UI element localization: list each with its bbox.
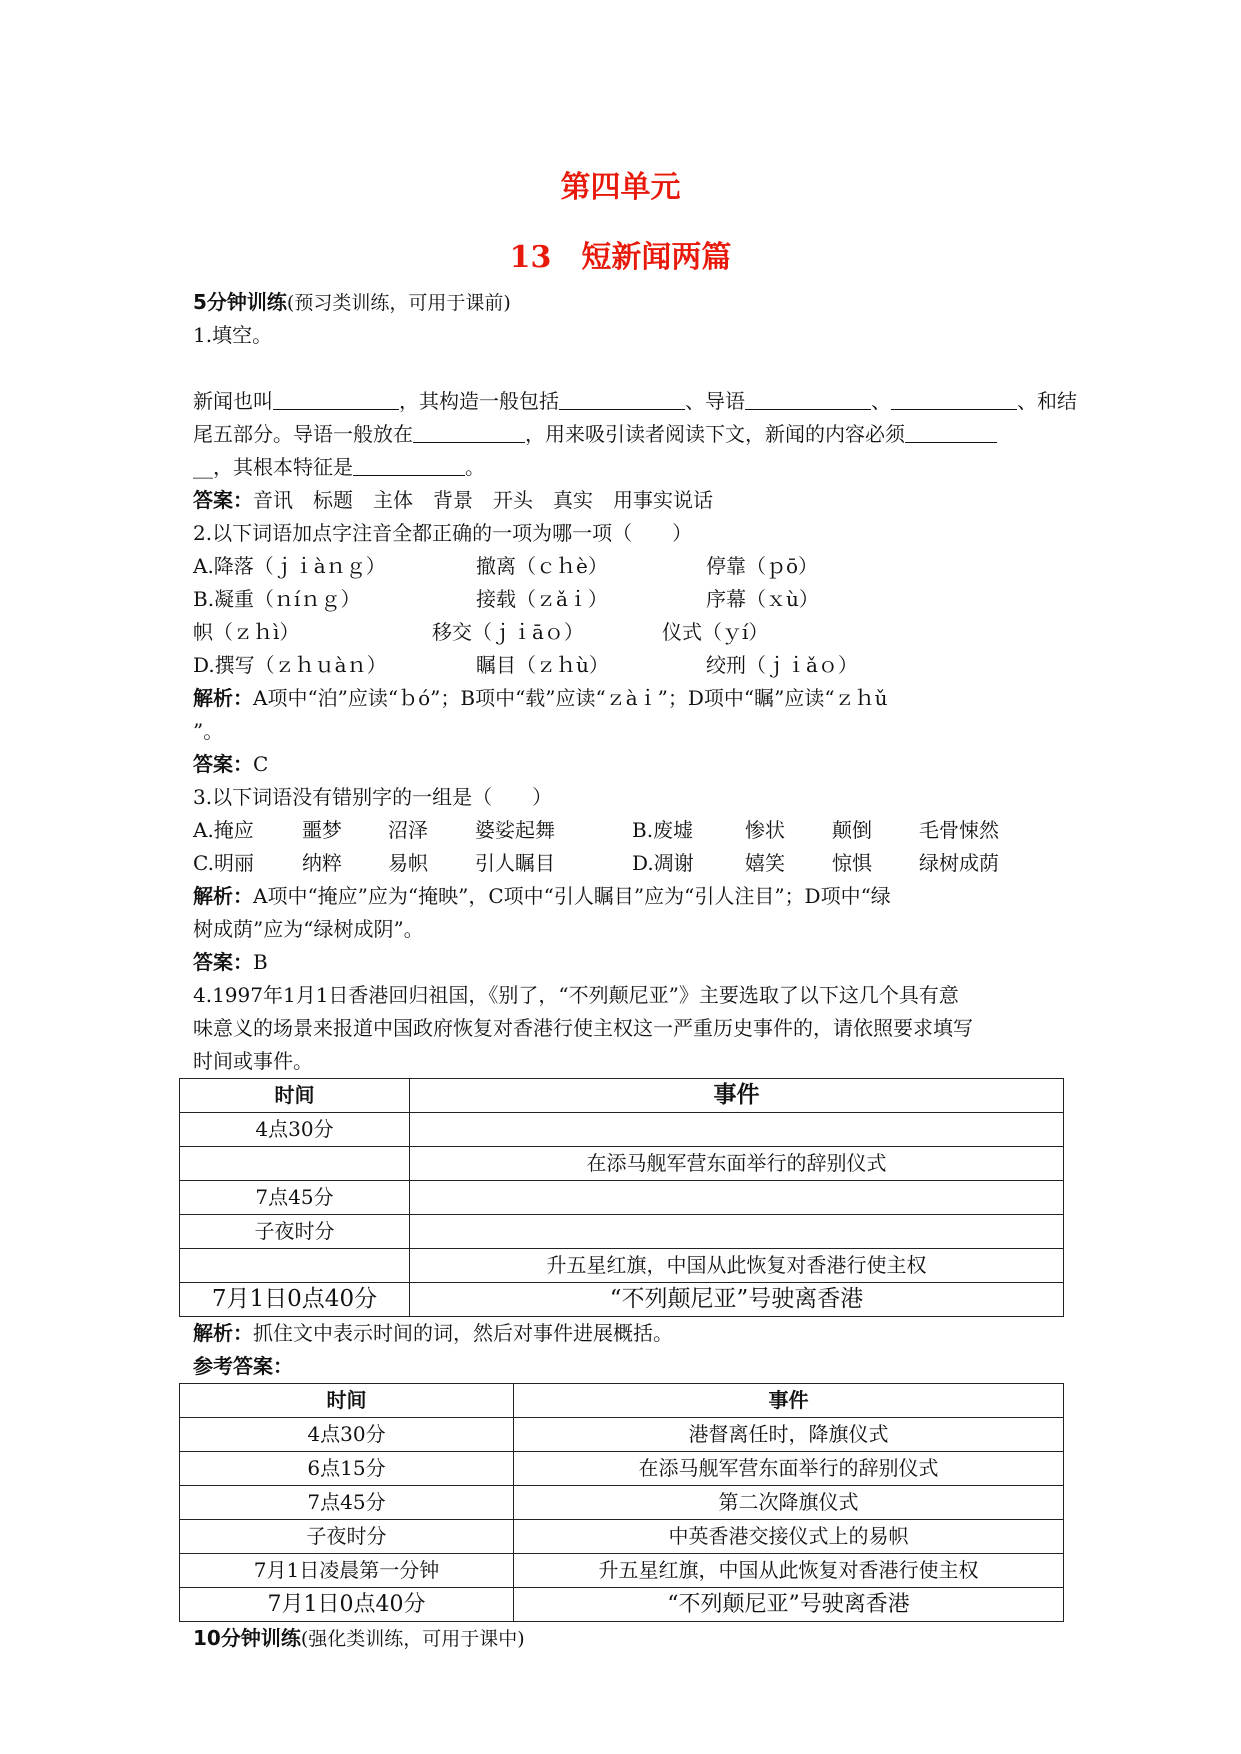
option-item: D.撰写（ｚｈｕàｎ）	[193, 653, 387, 677]
table-header-event: 事件	[514, 1384, 1064, 1418]
text: 尾五部分。导语一般放在	[193, 422, 413, 446]
table-cell: 7点45分	[180, 1181, 410, 1215]
question-2-analysis	[193, 682, 1063, 715]
table-cell: 第二次降旗仪式	[514, 1486, 1064, 1520]
answer-text: B	[253, 950, 268, 974]
table-cell-blank	[410, 1113, 1064, 1147]
question-3-analysis	[193, 880, 1063, 913]
word-item: 颠倒	[832, 818, 872, 842]
word-item: 惨状	[745, 818, 785, 842]
fill-blank	[891, 387, 1017, 410]
option-item: 瞩目（ｚｈù）	[476, 653, 609, 677]
table-cell: 中英香港交接仪式上的易帜	[514, 1520, 1064, 1554]
table-row	[180, 1520, 1064, 1554]
question-3-title: 3.以下词语没有错别字的一组是（ ）	[193, 785, 553, 809]
question-2-option-row	[193, 583, 1063, 616]
table-cell: 7月1日0点40分	[180, 1283, 410, 1317]
word-item: 沼泽	[388, 818, 428, 842]
table-cell: 7月1日0点40分	[180, 1588, 514, 1622]
question-2-option-row	[193, 550, 1063, 583]
word-item: A.掩应	[193, 818, 254, 842]
text: 、导语	[685, 389, 745, 413]
word-item: 毛骨悚然	[919, 818, 999, 842]
word-item: D.凋谢	[632, 851, 694, 875]
word-item: 易帜	[388, 851, 428, 875]
table-row	[180, 1588, 1064, 1622]
table-row	[180, 1554, 1064, 1588]
answer-label: 答案：	[193, 752, 253, 776]
timeline-table	[179, 1078, 1064, 1317]
option-item: 移交（ｊｉāｏ）	[432, 620, 584, 644]
table-header-time: 时间	[180, 1384, 514, 1418]
question-4-ref-label	[193, 1350, 1063, 1383]
analysis-text: A项中“泊”应读“ｂó”；B项中“载”应读“ｚàｉ”；D项中“瞩”应读“ｚｈǔ	[253, 686, 888, 710]
word-item: 惊惧	[832, 851, 872, 875]
table-row	[180, 1147, 1064, 1181]
table-cell: 6点15分	[180, 1452, 514, 1486]
question-1-title: 1.填空。	[193, 323, 273, 347]
table-cell: 7月1日凌晨第一分钟	[180, 1554, 514, 1588]
word-item: 纳粹	[302, 851, 342, 875]
section-note: (预习类训练，可用于课前)	[286, 292, 511, 314]
question-1-answer	[193, 484, 1063, 517]
option-item: 序幕（ｘù）	[706, 587, 819, 611]
question-2-analysis-end: ”。	[193, 719, 224, 743]
answer-text: C	[253, 752, 269, 776]
text: 、	[871, 389, 891, 413]
table-cell: “不列颠尼亚”号驶离香港	[514, 1588, 1064, 1622]
question-3-option-row	[193, 814, 1063, 847]
option-item: B.凝重（ｎíｎｇ）	[193, 587, 361, 611]
question-1-line-2	[193, 418, 1063, 451]
analysis-label: 解析：	[193, 884, 253, 908]
analysis-text: A项中“掩应”应为“掩映”，C项中“引人瞩目”应为“引人注目”；D项中“绿	[253, 884, 891, 908]
question-4-text: 味意义的场景来报道中国政府恢复对香港行使主权这一严重历史事件的，请依照要求填写	[193, 1016, 973, 1040]
table-row	[180, 1486, 1064, 1520]
table-cell: 在添马舰军营东面举行的辞别仪式	[410, 1147, 1064, 1181]
word-item: 噩梦	[302, 818, 342, 842]
lesson-title: 13 短新闻两篇	[509, 240, 732, 275]
question-2-option-row	[193, 649, 1063, 682]
text: 。	[465, 455, 485, 479]
question-3-option-row	[193, 847, 1063, 880]
table-header-event: 事件	[410, 1079, 1064, 1113]
table-cell: 子夜时分	[180, 1215, 410, 1249]
section-label: 10分钟训练	[193, 1626, 301, 1650]
word-item: 引人瞩目	[475, 851, 555, 875]
option-item: 撤离（ｃｈè）	[476, 554, 608, 578]
table-cell-blank	[180, 1147, 410, 1181]
table-cell-blank	[180, 1249, 410, 1283]
table-row	[180, 1452, 1064, 1486]
analysis-label: 解析：	[193, 686, 253, 710]
table-row	[180, 1418, 1064, 1452]
table-cell: “不列颠尼亚”号驶离香港	[410, 1283, 1064, 1317]
table-cell-blank	[410, 1181, 1064, 1215]
option-item: 仪式（ｙí）	[662, 620, 769, 644]
option-item: 绞刑（ｊｉǎｏ）	[706, 653, 858, 677]
table-cell: 4点30分	[180, 1113, 410, 1147]
table-row	[180, 1283, 1064, 1317]
option-item: 接载（ｚǎｉ）	[476, 587, 608, 611]
answer-label: 答案：	[193, 950, 253, 974]
question-3-analysis-cont: 树成荫”应为“绿树成阴”。	[193, 917, 424, 941]
table-row	[180, 1181, 1064, 1215]
question-4-analysis	[193, 1317, 1063, 1350]
word-item: 绿树成荫	[919, 851, 999, 875]
reference-answer-table	[179, 1383, 1064, 1622]
text: ，其构造一般包括	[399, 389, 559, 413]
text: __，其根本特征是	[193, 455, 353, 479]
table-cell: 4点30分	[180, 1418, 514, 1452]
fill-blank	[413, 420, 525, 443]
question-1-line-3	[193, 451, 1063, 484]
table-cell: 升五星红旗，中国从此恢复对香港行使主权	[514, 1554, 1064, 1588]
section-note: (强化类训练，可用于课中)	[300, 1628, 525, 1650]
word-item: 婆娑起舞	[475, 818, 555, 842]
question-3-answer	[193, 946, 1063, 979]
unit-title: 第四单元	[560, 170, 681, 205]
content	[193, 286, 1077, 1655]
section-label: 5分钟训练	[193, 290, 287, 314]
option-item: 停靠（ｐō）	[706, 554, 819, 578]
table-header-row	[180, 1384, 1064, 1418]
word-item: B.废墟	[632, 818, 694, 842]
answer-label: 答案：	[193, 488, 253, 512]
table-row	[180, 1249, 1064, 1283]
option-item: 帜（ｚｈì）	[193, 620, 300, 644]
text: 、和结	[1017, 389, 1077, 413]
word-item: 嬉笑	[745, 851, 785, 875]
reference-answer-label: 参考答案：	[193, 1354, 293, 1378]
word-item: C.明丽	[193, 851, 254, 875]
fill-blank	[745, 387, 871, 410]
table-cell: 7点45分	[180, 1486, 514, 1520]
question-2-answer	[193, 748, 1063, 781]
section-heading-10min	[193, 1622, 1063, 1655]
table-row	[180, 1215, 1064, 1249]
analysis-text: 抓住文中表示时间的词，然后对事件进展概括。	[253, 1321, 673, 1345]
text: ，用来吸引读者阅读下文，新闻的内容必须	[525, 422, 905, 446]
table-cell: 港督离任时，降旗仪式	[514, 1418, 1064, 1452]
question-4-text: 4.1997年1月1日香港回归祖国，《别了，“不列颠尼亚”》主要选取了以下这几个具有意	[193, 983, 959, 1007]
question-4-text: 时间或事件。	[193, 1049, 313, 1073]
fill-blank	[905, 420, 997, 443]
analysis-label: 解析：	[193, 1321, 253, 1345]
answer-text: 音讯 标题 主体 背景 开头 真实 用事实说话	[253, 488, 713, 512]
section-heading-5min	[193, 286, 1063, 319]
table-header-row	[180, 1079, 1064, 1113]
table-cell-blank	[410, 1215, 1064, 1249]
fill-blank	[353, 453, 465, 476]
table-cell: 在添马舰军营东面举行的辞别仪式	[514, 1452, 1064, 1486]
table-header-time: 时间	[180, 1079, 410, 1113]
question-2-title: 2.以下词语加点字注音全都正确的一项为哪一项（ ）	[193, 521, 693, 545]
table-cell: 子夜时分	[180, 1520, 514, 1554]
table-row	[180, 1113, 1064, 1147]
option-item: A.降落（ｊｉàｎｇ）	[193, 554, 386, 578]
question-2-option-row	[193, 616, 1063, 649]
text: 新闻也叫	[193, 389, 273, 413]
table-cell: 升五星红旗，中国从此恢复对香港行使主权	[410, 1249, 1064, 1283]
question-1-line-1	[193, 385, 1077, 418]
fill-blank	[559, 387, 685, 410]
fill-blank	[273, 387, 399, 410]
